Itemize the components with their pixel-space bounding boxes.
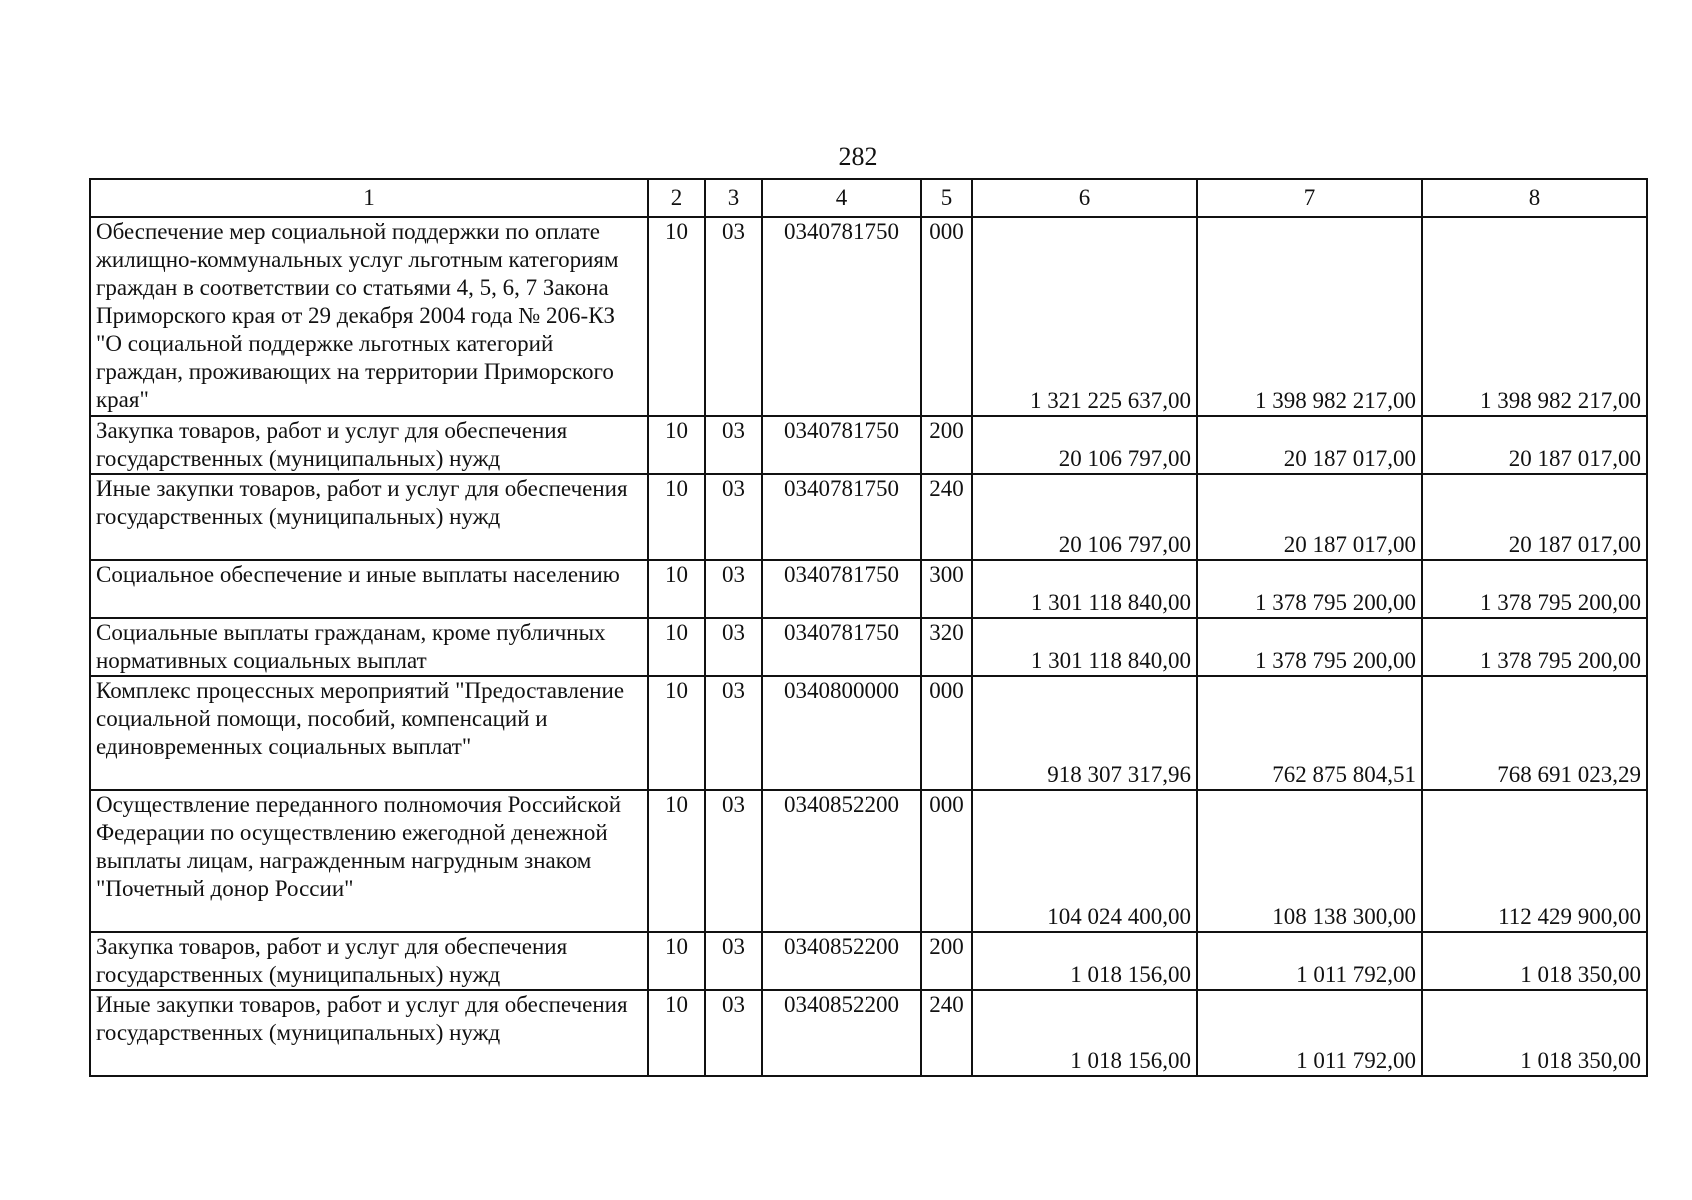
section-code: 10 (648, 676, 705, 790)
subsection-code: 03 (705, 618, 762, 676)
amount-col-8: 1 018 350,00 (1422, 990, 1647, 1076)
section-code: 10 (648, 990, 705, 1076)
column-header: 2 (648, 179, 705, 217)
target-article-code: 0340852200 (762, 790, 921, 932)
target-article-code: 0340781750 (762, 474, 921, 560)
amount-col-6: 1 018 156,00 (972, 990, 1197, 1076)
section-code: 10 (648, 416, 705, 474)
column-header: 4 (762, 179, 921, 217)
amount-col-7: 1 011 792,00 (1197, 990, 1422, 1076)
subsection-code: 03 (705, 217, 762, 416)
amount-col-6: 918 307 317,96 (972, 676, 1197, 790)
table-row (90, 560, 1647, 618)
column-header: 8 (1422, 179, 1647, 217)
section-code: 10 (648, 474, 705, 560)
row-name: Обеспечение мер социальной поддержки по оплате жилищно-коммунальных услуг льготным категориям граждан в соответствии со статьями 4, 5, 6, 7 Закона Приморского края от 29 декабря 2004 года № 206-КЗ "О социальной поддержке льготных категорий граждан, проживающих на территории Приморского края" (90, 217, 648, 416)
amount-col-7: 1 011 792,00 (1197, 932, 1422, 990)
table-header-row (90, 179, 1647, 217)
subsection-code: 03 (705, 990, 762, 1076)
row-name: Социальное обеспечение и иные выплаты населению (90, 560, 648, 618)
amount-col-6: 20 106 797,00 (972, 474, 1197, 560)
column-header: 5 (921, 179, 972, 217)
amount-col-7: 108 138 300,00 (1197, 790, 1422, 932)
target-article-code: 0340781750 (762, 560, 921, 618)
section-code: 10 (648, 790, 705, 932)
amount-col-6: 104 024 400,00 (972, 790, 1197, 932)
section-code: 10 (648, 932, 705, 990)
budget-table (89, 178, 1648, 1077)
row-name: Закупка товаров, работ и услуг для обеспечения государственных (муниципальных) нужд (90, 932, 648, 990)
amount-col-8: 1 018 350,00 (1422, 932, 1647, 990)
subsection-code: 03 (705, 474, 762, 560)
column-header: 3 (705, 179, 762, 217)
amount-col-8: 20 187 017,00 (1422, 474, 1647, 560)
amount-col-8: 20 187 017,00 (1422, 416, 1647, 474)
subsection-code: 03 (705, 790, 762, 932)
amount-col-6: 20 106 797,00 (972, 416, 1197, 474)
subsection-code: 03 (705, 560, 762, 618)
section-code: 10 (648, 618, 705, 676)
amount-col-7: 20 187 017,00 (1197, 474, 1422, 560)
subsection-code: 03 (705, 416, 762, 474)
column-header: 7 (1197, 179, 1422, 217)
table-row (90, 618, 1647, 676)
row-name: Социальные выплаты гражданам, кроме публичных нормативных социальных выплат (90, 618, 648, 676)
page-number: 282 (838, 142, 878, 171)
table-row (90, 990, 1647, 1076)
amount-col-8: 1 378 795 200,00 (1422, 618, 1647, 676)
subsection-code: 03 (705, 932, 762, 990)
subsection-code: 03 (705, 676, 762, 790)
table-row (90, 676, 1647, 790)
target-article-code: 0340852200 (762, 932, 921, 990)
amount-col-6: 1 301 118 840,00 (972, 618, 1197, 676)
amount-col-8: 1 378 795 200,00 (1422, 560, 1647, 618)
table-row (90, 474, 1647, 560)
expense-type-code: 240 (921, 474, 972, 560)
expense-type-code: 240 (921, 990, 972, 1076)
expense-type-code: 000 (921, 217, 972, 416)
table-row (90, 217, 1647, 416)
column-header: 6 (972, 179, 1197, 217)
target-article-code: 0340781750 (762, 217, 921, 416)
expense-type-code: 300 (921, 560, 972, 618)
expense-type-code: 200 (921, 416, 972, 474)
row-name: Иные закупки товаров, работ и услуг для обеспечения государственных (муниципальных) нужд (90, 474, 648, 560)
target-article-code: 0340781750 (762, 416, 921, 474)
expense-type-code: 320 (921, 618, 972, 676)
row-name: Закупка товаров, работ и услуг для обеспечения государственных (муниципальных) нужд (90, 416, 648, 474)
amount-col-7: 762 875 804,51 (1197, 676, 1422, 790)
expense-type-code: 200 (921, 932, 972, 990)
target-article-code: 0340852200 (762, 990, 921, 1076)
target-article-code: 0340800000 (762, 676, 921, 790)
row-name: Осуществление переданного полномочия Российской Федерации по осуществлению ежегодной денежной выплаты лицам, награжденным нагрудным знаком "Почетный донор России" (90, 790, 648, 932)
amount-col-7: 1 378 795 200,00 (1197, 560, 1422, 618)
row-name: Комплекс процессных мероприятий "Предоставление социальной помощи, пособий, компенсаций и единовременных социальных выплат" (90, 676, 648, 790)
table-row (90, 932, 1647, 990)
section-code: 10 (648, 217, 705, 416)
amount-col-7: 1 398 982 217,00 (1197, 217, 1422, 416)
column-header: 1 (90, 179, 648, 217)
amount-col-7: 1 378 795 200,00 (1197, 618, 1422, 676)
section-code: 10 (648, 560, 705, 618)
amount-col-6: 1 301 118 840,00 (972, 560, 1197, 618)
amount-col-8: 112 429 900,00 (1422, 790, 1647, 932)
table-row (90, 416, 1647, 474)
expense-type-code: 000 (921, 676, 972, 790)
expense-type-code: 000 (921, 790, 972, 932)
amount-col-8: 1 398 982 217,00 (1422, 217, 1647, 416)
row-name: Иные закупки товаров, работ и услуг для обеспечения государственных (муниципальных) нужд (90, 990, 648, 1076)
table-row (90, 790, 1647, 932)
amount-col-7: 20 187 017,00 (1197, 416, 1422, 474)
amount-col-8: 768 691 023,29 (1422, 676, 1647, 790)
target-article-code: 0340781750 (762, 618, 921, 676)
amount-col-6: 1 018 156,00 (972, 932, 1197, 990)
amount-col-6: 1 321 225 637,00 (972, 217, 1197, 416)
